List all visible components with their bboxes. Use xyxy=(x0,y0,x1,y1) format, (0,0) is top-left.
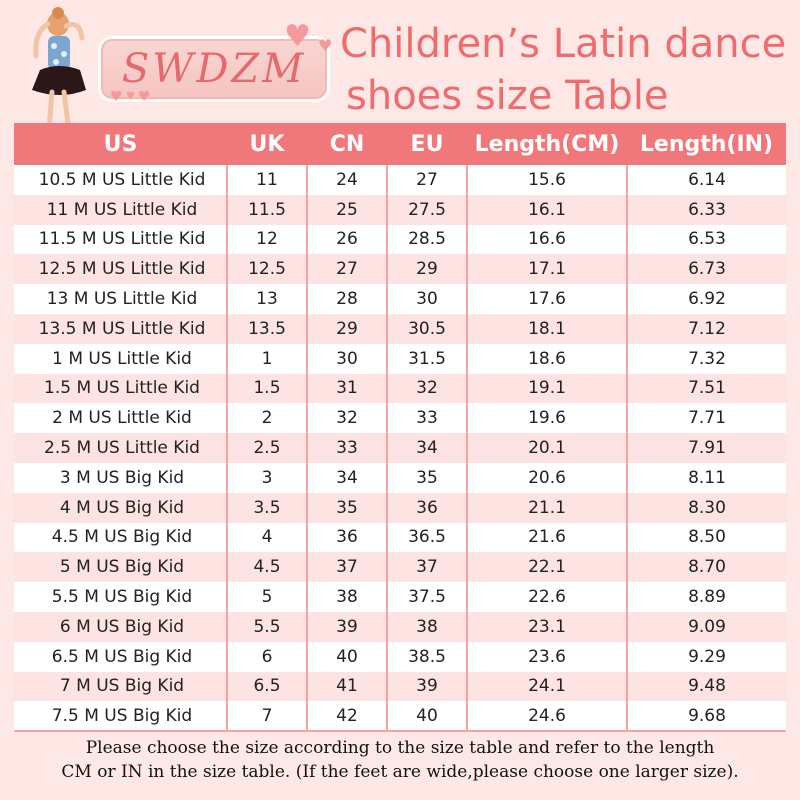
cell-uk: 1 xyxy=(227,344,307,374)
title-line-1: Children’s Latin dance xyxy=(340,21,787,67)
heart-icon: ♥ xyxy=(284,19,311,54)
cell-cn: 27 xyxy=(307,254,387,284)
cell-length-in: 9.68 xyxy=(627,701,786,731)
cell-length-cm: 17.1 xyxy=(467,254,627,284)
title-line-2: shoes size Table xyxy=(346,73,669,119)
cell-length-cm: 20.6 xyxy=(467,463,627,493)
cell-length-cm: 16.6 xyxy=(467,225,627,255)
cell-cn: 26 xyxy=(307,225,387,255)
cell-eu: 29 xyxy=(387,254,467,284)
cell-cn: 42 xyxy=(307,701,387,731)
cell-length-in: 6.53 xyxy=(627,225,786,255)
cell-length-in: 6.14 xyxy=(627,165,786,195)
cell-uk: 12 xyxy=(227,225,307,255)
cell-us: 11.5 M US Little Kid xyxy=(14,225,227,255)
cell-uk: 11 xyxy=(227,165,307,195)
table-row xyxy=(14,582,786,612)
cell-uk: 13.5 xyxy=(227,314,307,344)
table-row xyxy=(14,612,786,642)
cell-uk: 2.5 xyxy=(227,433,307,463)
cell-cn: 38 xyxy=(307,582,387,612)
cell-us: 6.5 M US Big Kid xyxy=(14,642,227,672)
cell-length-cm: 22.6 xyxy=(467,582,627,612)
cell-length-cm: 15.6 xyxy=(467,165,627,195)
cell-eu: 30.5 xyxy=(387,314,467,344)
cell-length-in: 6.92 xyxy=(627,284,786,314)
cell-length-cm: 20.1 xyxy=(467,433,627,463)
cell-length-in: 8.30 xyxy=(627,493,786,523)
cell-eu: 34 xyxy=(387,433,467,463)
cell-length-in: 8.50 xyxy=(627,523,786,553)
heart-icon: ♥ xyxy=(110,89,123,105)
header-length-in: Length(IN) xyxy=(627,123,786,165)
cell-length-in: 8.70 xyxy=(627,552,786,582)
cell-eu: 33 xyxy=(387,403,467,433)
cell-us: 2 M US Little Kid xyxy=(14,403,227,433)
cell-cn: 30 xyxy=(307,344,387,374)
cell-uk: 11.5 xyxy=(227,195,307,225)
note-line-1: Please choose the size according to the size table and refer to the length xyxy=(85,738,715,758)
table-row xyxy=(14,225,786,255)
cell-uk: 1.5 xyxy=(227,374,307,404)
heart-icon: ♥ xyxy=(318,36,333,55)
cell-length-in: 6.73 xyxy=(627,254,786,284)
cell-eu: 32 xyxy=(387,374,467,404)
cell-uk: 5 xyxy=(227,582,307,612)
cell-length-cm: 16.1 xyxy=(467,195,627,225)
cell-us: 13 M US Little Kid xyxy=(14,284,227,314)
table-row xyxy=(14,701,786,731)
cell-us: 7.5 M US Big Kid xyxy=(14,701,227,731)
cell-us: 6 M US Big Kid xyxy=(14,612,227,642)
cell-eu: 40 xyxy=(387,701,467,731)
cell-eu: 27.5 xyxy=(387,195,467,225)
cell-us: 5.5 M US Big Kid xyxy=(14,582,227,612)
table-row xyxy=(14,314,786,344)
cell-us: 1 M US Little Kid xyxy=(14,344,227,374)
cell-cn: 41 xyxy=(307,672,387,702)
cell-cn: 31 xyxy=(307,374,387,404)
cell-us: 12.5 M US Little Kid xyxy=(14,254,227,284)
cell-uk: 3.5 xyxy=(227,493,307,523)
cell-uk: 6.5 xyxy=(227,672,307,702)
cell-uk: 5.5 xyxy=(227,612,307,642)
cell-length-in: 7.91 xyxy=(627,433,786,463)
size-table xyxy=(14,123,786,732)
cell-cn: 25 xyxy=(307,195,387,225)
cell-cn: 40 xyxy=(307,642,387,672)
cell-eu: 38 xyxy=(387,612,467,642)
cell-length-in: 7.32 xyxy=(627,344,786,374)
table-row xyxy=(14,523,786,553)
cell-length-in: 9.09 xyxy=(627,612,786,642)
cell-length-in: 9.29 xyxy=(627,642,786,672)
cell-cn: 33 xyxy=(307,433,387,463)
size-advice-note xyxy=(0,736,800,784)
heart-icon: ♥ xyxy=(126,91,135,102)
cell-eu: 30 xyxy=(387,284,467,314)
cell-us: 13.5 M US Little Kid xyxy=(14,314,227,344)
cell-eu: 28.5 xyxy=(387,225,467,255)
table-row xyxy=(14,463,786,493)
header-length-cm: Length(CM) xyxy=(467,123,627,165)
table-row xyxy=(14,165,786,195)
cell-length-cm: 22.1 xyxy=(467,552,627,582)
cell-length-in: 7.71 xyxy=(627,403,786,433)
cell-length-in: 7.12 xyxy=(627,314,786,344)
header xyxy=(0,0,800,118)
cell-uk: 12.5 xyxy=(227,254,307,284)
cell-length-in: 8.89 xyxy=(627,582,786,612)
header-eu: EU xyxy=(387,123,467,165)
cell-us: 4.5 M US Big Kid xyxy=(14,523,227,553)
cell-us: 4 M US Big Kid xyxy=(14,493,227,523)
cell-uk: 4.5 xyxy=(227,552,307,582)
cell-length-cm: 23.1 xyxy=(467,612,627,642)
note-line-2: CM or IN in the size table. (If the feet are wide,please choose one larger size). xyxy=(61,762,739,782)
cell-length-cm: 18.1 xyxy=(467,314,627,344)
cell-uk: 2 xyxy=(227,403,307,433)
cell-length-in: 7.51 xyxy=(627,374,786,404)
cell-length-cm: 17.6 xyxy=(467,284,627,314)
brand-logo: SWDZM xyxy=(121,46,307,92)
cell-uk: 6 xyxy=(227,642,307,672)
table-row xyxy=(14,284,786,314)
cell-length-cm: 24.1 xyxy=(467,672,627,702)
cell-length-cm: 18.6 xyxy=(467,344,627,374)
cell-us: 1.5 M US Little Kid xyxy=(14,374,227,404)
cell-eu: 31.5 xyxy=(387,344,467,374)
table-row xyxy=(14,642,786,672)
header-cn: CN xyxy=(307,123,387,165)
cell-cn: 24 xyxy=(307,165,387,195)
cell-cn: 39 xyxy=(307,612,387,642)
table-header-row xyxy=(14,123,786,165)
cell-cn: 34 xyxy=(307,463,387,493)
cell-eu: 35 xyxy=(387,463,467,493)
cell-eu: 37 xyxy=(387,552,467,582)
cell-length-cm: 24.6 xyxy=(467,701,627,731)
table-row xyxy=(14,433,786,463)
table-row xyxy=(14,552,786,582)
cell-length-in: 8.11 xyxy=(627,463,786,493)
cell-length-in: 6.33 xyxy=(627,195,786,225)
cell-length-cm: 23.6 xyxy=(467,642,627,672)
heart-icon: ♥ xyxy=(138,89,151,105)
cell-uk: 7 xyxy=(227,701,307,731)
page-title xyxy=(340,18,800,122)
table-row xyxy=(14,195,786,225)
table-row xyxy=(14,493,786,523)
cell-cn: 35 xyxy=(307,493,387,523)
cell-us: 7 M US Big Kid xyxy=(14,672,227,702)
table-row xyxy=(14,672,786,702)
cell-us: 3 M US Big Kid xyxy=(14,463,227,493)
table-row xyxy=(14,403,786,433)
cell-eu: 38.5 xyxy=(387,642,467,672)
cell-eu: 36.5 xyxy=(387,523,467,553)
cell-cn: 28 xyxy=(307,284,387,314)
table-row xyxy=(14,374,786,404)
cell-eu: 39 xyxy=(387,672,467,702)
cell-length-cm: 19.6 xyxy=(467,403,627,433)
cell-eu: 27 xyxy=(387,165,467,195)
cell-cn: 36 xyxy=(307,523,387,553)
cell-cn: 32 xyxy=(307,403,387,433)
cell-us: 5 M US Big Kid xyxy=(14,552,227,582)
cell-uk: 3 xyxy=(227,463,307,493)
cell-length-cm: 19.1 xyxy=(467,374,627,404)
cell-uk: 4 xyxy=(227,523,307,553)
cell-us: 10.5 M US Little Kid xyxy=(14,165,227,195)
cell-length-in: 9.48 xyxy=(627,672,786,702)
cell-us: 11 M US Little Kid xyxy=(14,195,227,225)
cell-us: 2.5 M US Little Kid xyxy=(14,433,227,463)
cell-length-cm: 21.1 xyxy=(467,493,627,523)
header-uk: UK xyxy=(227,123,307,165)
table-row xyxy=(14,254,786,284)
cell-length-cm: 21.6 xyxy=(467,523,627,553)
cell-cn: 37 xyxy=(307,552,387,582)
cell-cn: 29 xyxy=(307,314,387,344)
cell-uk: 13 xyxy=(227,284,307,314)
header-us: US xyxy=(14,123,227,165)
table-row xyxy=(14,344,786,374)
cell-eu: 37.5 xyxy=(387,582,467,612)
cell-eu: 36 xyxy=(387,493,467,523)
